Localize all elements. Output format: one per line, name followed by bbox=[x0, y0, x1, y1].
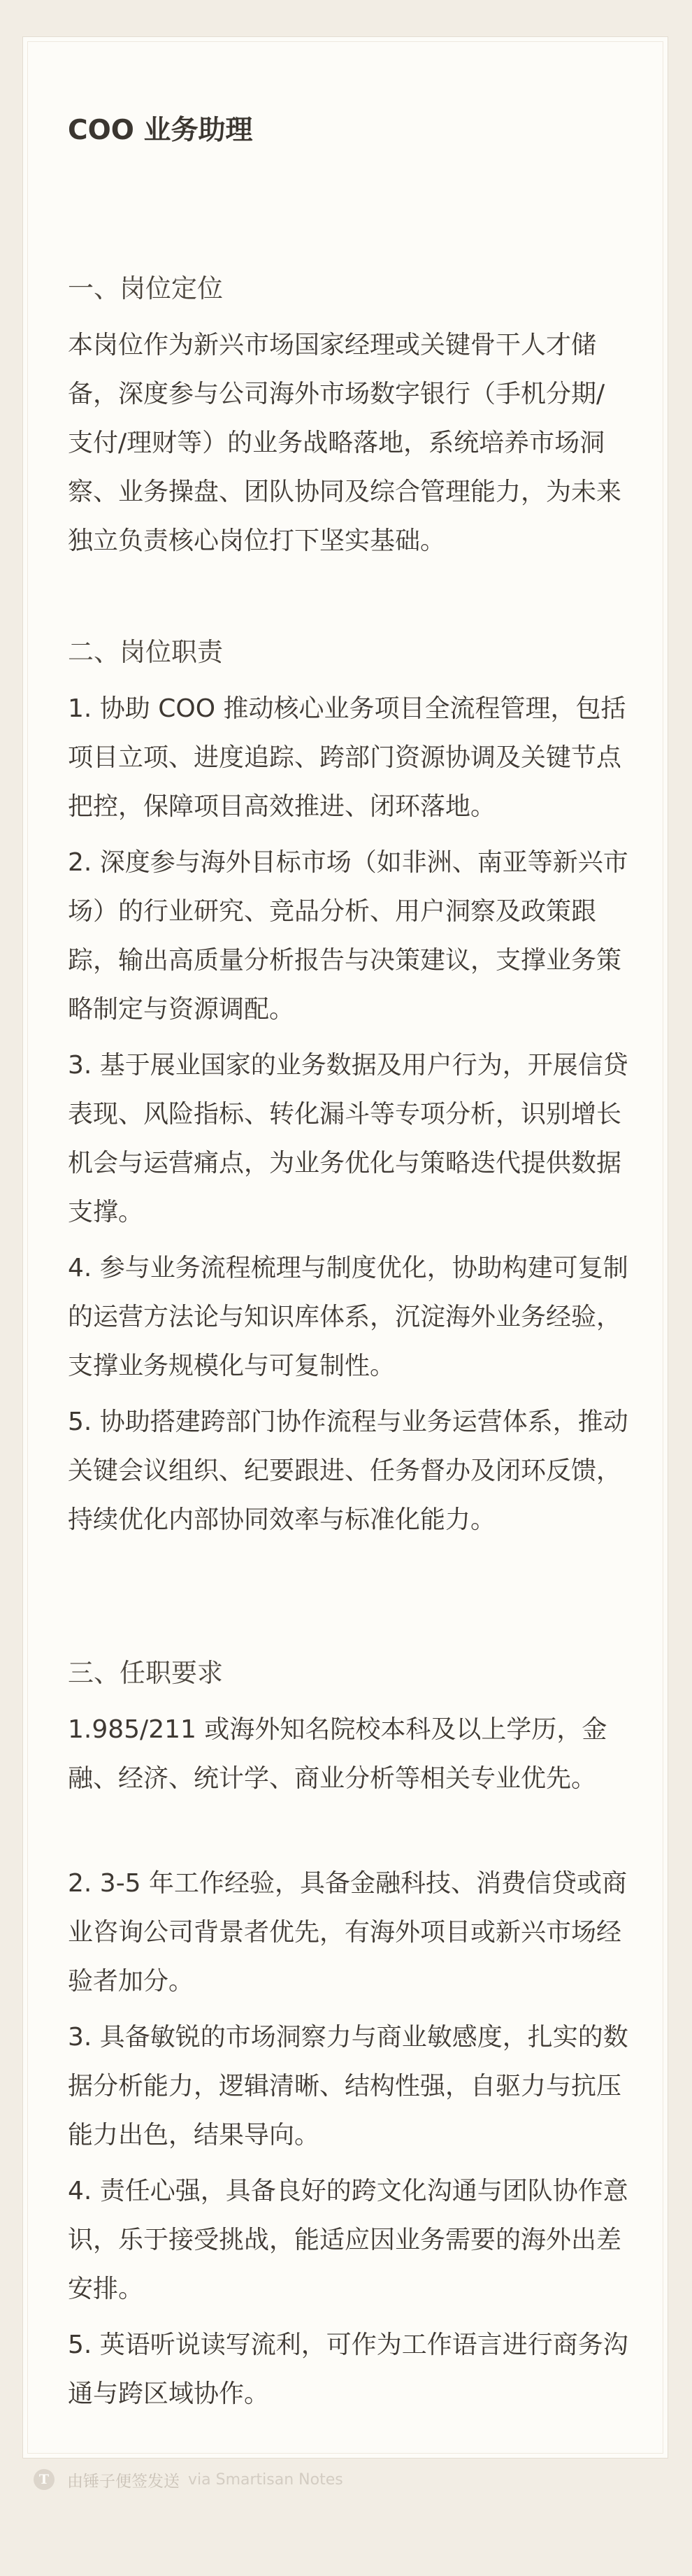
smartisan-logo-icon: T bbox=[34, 2469, 55, 2490]
note-card bbox=[22, 36, 668, 2459]
duty-item-1: 1. 协助 COO 推动核心业务项目全流程管理，包括项目立项、进度追踪、跨部门资源协调及关键节点把控，保障项目高效推进、闭环落地。 bbox=[68, 694, 626, 821]
duty-item-3: 3. 基于展业国家的业务数据及用户行为，开展信贷表现、风险指标、转化漏斗等专项分析，识别增长机会与运营痛点，为业务优化与策略迭代提供数据支撑。 bbox=[68, 1051, 628, 1226]
requirement-item-5: 5. 英语听说读写流利，可作为工作语言进行商务沟通与跨区域协作。 bbox=[68, 2331, 628, 2408]
section-heading-duties: 二、岗位职责 bbox=[68, 637, 223, 667]
section-heading-position: 一、岗位定位 bbox=[68, 273, 223, 303]
requirement-item-3: 3. 具备敏锐的市场洞察力与商业敏感度，扎实的数据分析能力，逻辑清晰、结构性强，自驱力与抗压能力出色，结果导向。 bbox=[68, 2023, 628, 2149]
note-title: COO 业务助理 bbox=[68, 115, 253, 146]
duty-item-5: 5. 协助搭建跨部门协作流程与业务运营体系，推动关键会议组织、纪要跟进、任务督办及闭环反馈，持续优化内部协同效率与标准化能力。 bbox=[68, 1408, 628, 1534]
section-heading-requirements: 三、任职要求 bbox=[68, 1658, 223, 1688]
requirement-item-4: 4. 责任心强，具备良好的跨文化沟通与团队协作意识，乐于接受挑战，能适应因业务需要的海外出差安排。 bbox=[68, 2177, 628, 2303]
requirement-item-1: 1.985/211 或海外知名院校本科及以上学历，金融、经济、统计学、商业分析等相关专业优先。 bbox=[68, 1715, 607, 1793]
footer-via-text: via Smartisan Notes bbox=[188, 2470, 343, 2489]
duty-item-2: 2. 深度参与海外目标市场（如非洲、南亚等新兴市场）的行业研究、竞品分析、用户洞察及政策跟踪，输出高质量分析报告与决策建议，支撑业务策略制定与资源调配。 bbox=[68, 848, 628, 1024]
requirement-item-2: 2. 3-5 年工作经验，具备金融科技、消费信贷或商业咨询公司背景者优先，有海外项目或新兴市场经验者加分。 bbox=[68, 1869, 628, 1996]
footer bbox=[34, 2459, 343, 2500]
duty-item-4: 4. 参与业务流程梳理与制度优化，协助构建可复制的运营方法论与知识库体系，沉淀海外业务经验，支撑业务规模化与可复制性。 bbox=[68, 1254, 628, 1380]
footer-sent-by-text: 由锤子便签发送 bbox=[67, 2472, 180, 2491]
paragraph-position-description: 本岗位作为新兴市场国家经理或关键骨干人才储备，深度参与公司海外市场数字银行（手机分期/支付/理财等）的业务战略落地，系统培养市场洞察、业务操盘、团队协同及综合管理能力，为未来独立负责核心岗位打下坚实基础。 bbox=[68, 331, 622, 555]
